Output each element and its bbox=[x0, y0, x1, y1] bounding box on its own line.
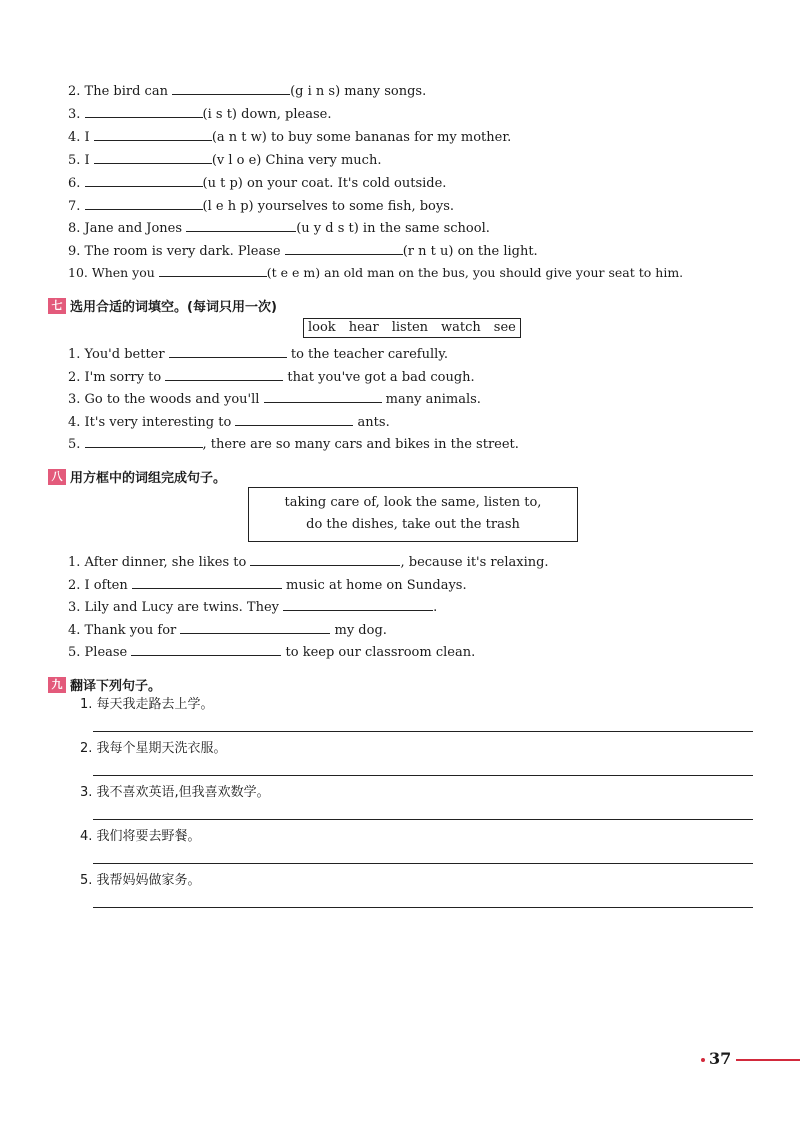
s6-item-5: 5. I (v l o e) China very much. bbox=[68, 153, 382, 168]
s6-item-2: 2. The bird can (g i n s) many songs. bbox=[68, 84, 427, 99]
word-bank-word: hear bbox=[348, 320, 379, 335]
answer-blank[interactable] bbox=[94, 151, 212, 164]
answer-blank[interactable] bbox=[180, 621, 330, 634]
s6-item-10: 10. When you (t e e m) an old man on the bus, you should give your seat to him. bbox=[68, 265, 684, 280]
s7-item-4: 4. It's very interesting to ants. bbox=[68, 415, 390, 430]
s6-item-3: 3. (i s t) down, please. bbox=[68, 107, 332, 122]
section-title: 选用合适的词填空。(每词只用一次) bbox=[70, 300, 277, 315]
translation-answer-line[interactable] bbox=[93, 775, 753, 776]
answer-blank[interactable] bbox=[85, 435, 203, 448]
answer-blank[interactable] bbox=[285, 242, 403, 255]
answer-blank[interactable] bbox=[172, 82, 290, 95]
s6-item-4: 4. I (a n t w) to buy some bananas for my mother. bbox=[68, 130, 512, 145]
s6-item-7: 7. (l e h p) yourselves to some fish, boys. bbox=[68, 199, 455, 214]
answer-blank[interactable] bbox=[264, 390, 382, 403]
word-bank-word: look bbox=[308, 320, 336, 335]
section-title: 翻译下列句子。 bbox=[70, 679, 162, 694]
page-accent-bar bbox=[736, 1059, 800, 1061]
answer-blank[interactable] bbox=[165, 368, 283, 381]
section-title: 用方框中的词组完成句子。 bbox=[70, 471, 227, 486]
page-dot-icon bbox=[701, 1058, 705, 1062]
s6-item-9: 9. The room is very dark. Please (r n t u) on the light. bbox=[68, 244, 538, 259]
answer-blank[interactable] bbox=[85, 197, 203, 210]
section-badge: 八 bbox=[48, 469, 66, 485]
answer-blank[interactable] bbox=[94, 128, 212, 141]
answer-blank[interactable] bbox=[250, 553, 400, 566]
translation-answer-line[interactable] bbox=[93, 819, 753, 820]
phrase-bank-line: taking care of, look the same, listen to, bbox=[284, 495, 542, 510]
phrase-bank-box bbox=[248, 487, 578, 542]
word-bank-word: watch bbox=[441, 320, 481, 335]
word-bank-word: see bbox=[493, 320, 516, 335]
page-number: 37 bbox=[709, 1049, 732, 1068]
s9-item-5: 5. 我帮妈妈做家务。 bbox=[80, 873, 201, 888]
answer-blank[interactable] bbox=[85, 174, 203, 187]
s7-item-5: 5. , there are so many cars and bikes in the street. bbox=[68, 437, 519, 452]
section-badge: 七 bbox=[48, 298, 66, 314]
translation-answer-line[interactable] bbox=[93, 731, 753, 732]
section-9-header bbox=[48, 675, 161, 694]
word-bank-word: listen bbox=[391, 320, 429, 335]
s7-item-2: 2. I'm sorry to that you've got a bad cough. bbox=[68, 370, 475, 385]
section-badge: 九 bbox=[48, 677, 66, 693]
s8-item-4: 4. Thank you for my dog. bbox=[68, 623, 387, 638]
answer-blank[interactable] bbox=[131, 643, 281, 656]
word-bank-box bbox=[303, 318, 521, 338]
s8-item-5: 5. Please to keep our classroom clean. bbox=[68, 645, 476, 660]
phrase-bank-line: do the dishes, take out the trash bbox=[306, 517, 520, 532]
translation-answer-line[interactable] bbox=[93, 907, 753, 908]
section-8-header bbox=[48, 467, 226, 486]
s9-item-3: 3. 我不喜欢英语,但我喜欢数学。 bbox=[80, 785, 270, 800]
answer-blank[interactable] bbox=[283, 598, 433, 611]
answer-blank[interactable] bbox=[85, 105, 203, 118]
s8-item-3: 3. Lily and Lucy are twins. They . bbox=[68, 600, 438, 615]
answer-blank[interactable] bbox=[169, 345, 287, 358]
answer-blank[interactable] bbox=[186, 219, 296, 232]
section-7-header bbox=[48, 296, 277, 315]
s6-item-8: 8. Jane and Jones (u y d s t) in the same school. bbox=[68, 221, 490, 236]
translation-answer-line[interactable] bbox=[93, 863, 753, 864]
answer-blank[interactable] bbox=[132, 576, 282, 589]
s7-item-3: 3. Go to the woods and you'll many animals. bbox=[68, 392, 481, 407]
s6-item-6: 6. (u t p) on your coat. It's cold outside. bbox=[68, 176, 447, 191]
s9-item-4: 4. 我们将要去野餐。 bbox=[80, 829, 201, 844]
s9-item-1: 1. 每天我走路去上学。 bbox=[80, 697, 214, 712]
answer-blank[interactable] bbox=[159, 264, 267, 277]
s8-item-2: 2. I often music at home on Sundays. bbox=[68, 578, 467, 593]
s8-item-1: 1. After dinner, she likes to , because it's relaxing. bbox=[68, 555, 549, 570]
s7-item-1: 1. You'd better to the teacher carefully. bbox=[68, 347, 449, 362]
s9-item-2: 2. 我每个星期天洗衣服。 bbox=[80, 741, 227, 756]
answer-blank[interactable] bbox=[235, 413, 353, 426]
